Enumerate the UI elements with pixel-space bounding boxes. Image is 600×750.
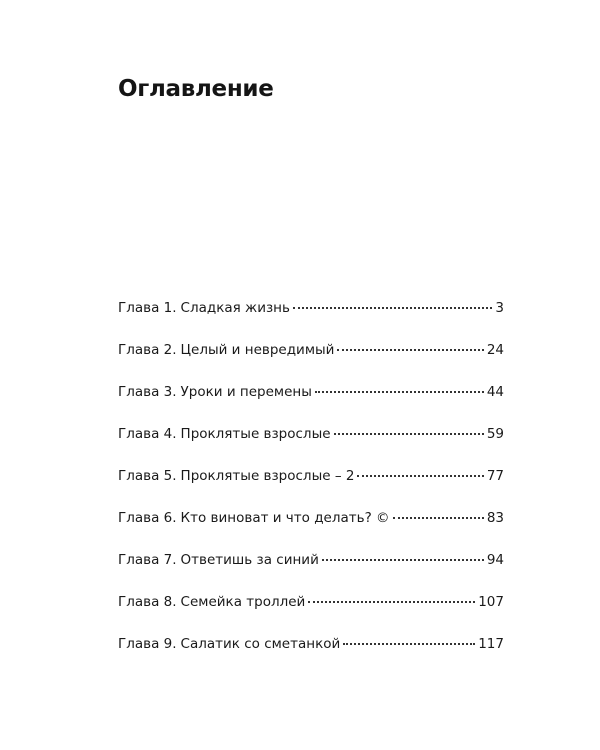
toc-entry-title <box>118 552 319 568</box>
chapter-title: Семейка троллей <box>180 594 306 610</box>
chapter-title: Ответишь за синий <box>180 552 319 568</box>
toc-entry-title <box>118 594 305 610</box>
dot-leader <box>322 559 484 561</box>
toc-entry-title <box>118 300 290 316</box>
chapter-number: Глава 4. <box>118 426 177 442</box>
page-number: 3 <box>495 300 504 316</box>
dot-leader <box>357 475 483 477</box>
toc-entry-title <box>118 510 390 526</box>
chapter-number: Глава 2. <box>118 342 177 358</box>
toc-entry-2 <box>118 342 504 384</box>
chapter-title: Уроки и перемены <box>180 384 312 400</box>
chapter-title: Сладкая жизнь <box>180 300 290 316</box>
chapter-number: Глава 5. <box>118 468 177 484</box>
toc-entry-3 <box>118 384 504 426</box>
page-number: 24 <box>486 342 504 358</box>
toc-entry-9 <box>118 636 504 678</box>
page-number: 94 <box>486 552 504 568</box>
chapter-number: Глава 6. <box>118 510 177 526</box>
page-number: 107 <box>478 594 504 610</box>
page-number: 83 <box>486 510 504 526</box>
page-number: 117 <box>478 636 504 652</box>
chapter-title: Проклятые взрослые <box>180 426 331 442</box>
toc-entry-5 <box>118 468 504 510</box>
dot-leader <box>343 643 475 645</box>
dot-leader <box>293 307 492 309</box>
dot-leader <box>315 391 484 393</box>
dot-leader <box>337 349 483 351</box>
chapter-number: Глава 1. <box>118 300 177 316</box>
chapter-number: Глава 7. <box>118 552 177 568</box>
chapter-title: Кто виноват и что делать? © <box>180 510 390 526</box>
toc-entry-title <box>118 426 331 442</box>
toc-entry-8 <box>118 594 504 636</box>
chapter-number: Глава 8. <box>118 594 177 610</box>
toc-entry-7 <box>118 552 504 594</box>
toc-entry-title <box>118 342 334 358</box>
toc-entry-title <box>118 384 312 400</box>
chapter-number: Глава 3. <box>118 384 177 400</box>
chapter-title: Салатик со сметанкой <box>180 636 341 652</box>
page-number: 44 <box>486 384 504 400</box>
toc-entry-4 <box>118 426 504 468</box>
chapter-title: Проклятые взрослые – 2 <box>180 468 355 484</box>
dot-leader <box>334 433 484 435</box>
toc-entry-title <box>118 636 340 652</box>
toc-entry-6 <box>118 510 504 552</box>
dot-leader <box>393 517 484 519</box>
toc-entry-title <box>118 468 354 484</box>
table-of-contents <box>118 300 504 678</box>
page-number: 59 <box>486 426 504 442</box>
page-title: Оглавление <box>118 76 274 102</box>
toc-entry-1 <box>118 300 504 342</box>
page-number: 77 <box>486 468 504 484</box>
chapter-number: Глава 9. <box>118 636 177 652</box>
dot-leader <box>308 601 475 603</box>
chapter-title: Целый и невредимый <box>180 342 335 358</box>
